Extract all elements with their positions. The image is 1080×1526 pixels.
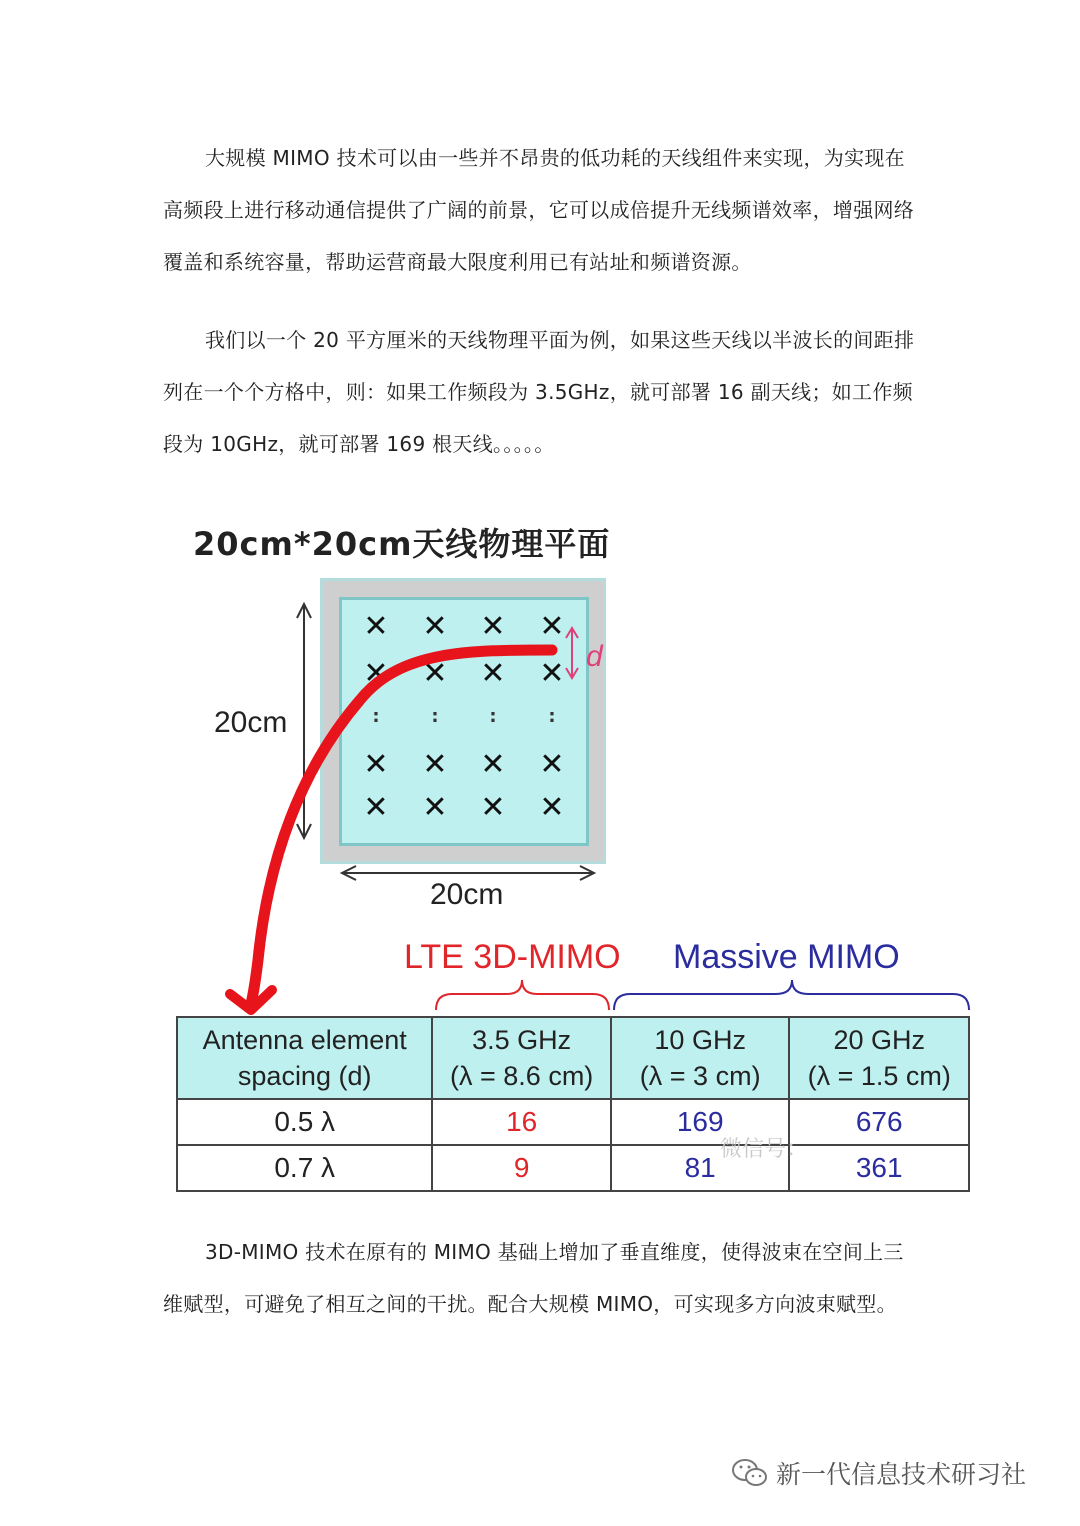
antenna-mark: ✕ xyxy=(363,609,389,644)
antenna-mark: ✕ xyxy=(539,747,565,782)
lte-brace xyxy=(436,980,609,1010)
table-row xyxy=(177,1145,969,1191)
antenna-mark: ✕ xyxy=(422,790,448,825)
wavelength-label: (λ = 8.6 cm) xyxy=(450,1061,594,1091)
frequency-label: 10 GHz xyxy=(654,1025,746,1055)
antenna-mark: ✕ xyxy=(422,609,448,644)
ellipsis-mark: : xyxy=(431,706,439,727)
wavelength-label: (λ = 3 cm) xyxy=(639,1061,761,1091)
intro-paragraph: 大规模 MIMO 技术可以由一些并不昂贵的低功耗的天线组件来实现，为实现在高频段上进行移动通信提供了广阔的前景，它可以成倍提升无线频谱效率，增强网络覆盖和系统容量，帮助运营商最大限度利用已有站址和频谱资源。 xyxy=(163,146,915,274)
count-cell: 361 xyxy=(789,1145,969,1191)
antenna-mark: ✕ xyxy=(363,790,389,825)
antenna-mark: ✕ xyxy=(363,656,389,691)
spacing-column-header xyxy=(177,1017,432,1099)
footer-account xyxy=(730,1455,1026,1491)
count-cell: 169 xyxy=(611,1099,790,1145)
header-line: spacing (d) xyxy=(237,1061,372,1091)
table-header-row xyxy=(177,1017,969,1099)
antenna-mark: ✕ xyxy=(539,656,565,691)
account-name: 新一代信息技术研习社 xyxy=(776,1460,1027,1489)
lte-3d-mimo-label: LTE 3D-MIMO xyxy=(404,938,621,976)
3d-mimo-paragraph: 3D-MIMO 技术在原有的 MIMO 基础上增加了垂直维度，使得波束在空间上三维赋型，可避免了相互之间的干扰。配合大规模 MIMO，可实现多方向波束赋型。 xyxy=(163,1240,904,1316)
massive-brace xyxy=(614,980,969,1010)
count-cell: 9 xyxy=(432,1145,611,1191)
antenna-mark: ✕ xyxy=(480,609,506,644)
frequency-label: 3.5 GHz xyxy=(472,1025,572,1055)
massive-mimo-label: Massive MIMO xyxy=(673,938,900,976)
count-cell: 676 xyxy=(789,1099,969,1145)
figure-title: 20cm*20cm天线物理平面 xyxy=(193,525,611,563)
antenna-mark: ✕ xyxy=(422,656,448,691)
antenna-count-table xyxy=(176,1016,970,1192)
watermark-text: 微信号： xyxy=(720,1137,809,1162)
ellipsis-mark: : xyxy=(489,706,497,727)
example-paragraph: 我们以一个 20 平方厘米的天线物理平面为例，如果这些天线以半波长的间距排列在一个个方格中，则：如果工作频段为 3.5GHz，就可部署 16 副天线；如工作频段为 10GHz，就可部署 169 根天线。。。。。 xyxy=(163,328,915,456)
antenna-mark: ✕ xyxy=(539,790,565,825)
count-cell: 16 xyxy=(432,1099,611,1145)
antenna-mark: ✕ xyxy=(480,656,506,691)
count-cell: 81 xyxy=(611,1145,790,1191)
freq-column-header xyxy=(611,1017,790,1099)
width-dimension-label: 20cm xyxy=(430,878,504,911)
height-dimension-label: 20cm xyxy=(214,706,288,739)
frequency-label: 20 GHz xyxy=(833,1025,925,1055)
antenna-mark: ✕ xyxy=(480,790,506,825)
freq-column-header xyxy=(432,1017,611,1099)
ellipsis-mark: : xyxy=(372,706,380,727)
wechat-icon xyxy=(730,1457,770,1489)
wavelength-label: (λ = 1.5 cm) xyxy=(807,1061,951,1091)
table-row xyxy=(177,1099,969,1145)
spacing-d-label: d xyxy=(586,640,603,673)
ellipsis-mark: : xyxy=(548,706,556,727)
antenna-mark: ✕ xyxy=(539,609,565,644)
antenna-mark: ✕ xyxy=(363,747,389,782)
spacing-cell: 0.5 λ xyxy=(177,1099,432,1145)
spacing-cell: 0.7 λ xyxy=(177,1145,432,1191)
antenna-mark: ✕ xyxy=(422,747,448,782)
header-line: Antenna element xyxy=(202,1025,407,1055)
freq-column-header xyxy=(789,1017,969,1099)
antenna-mark: ✕ xyxy=(480,747,506,782)
